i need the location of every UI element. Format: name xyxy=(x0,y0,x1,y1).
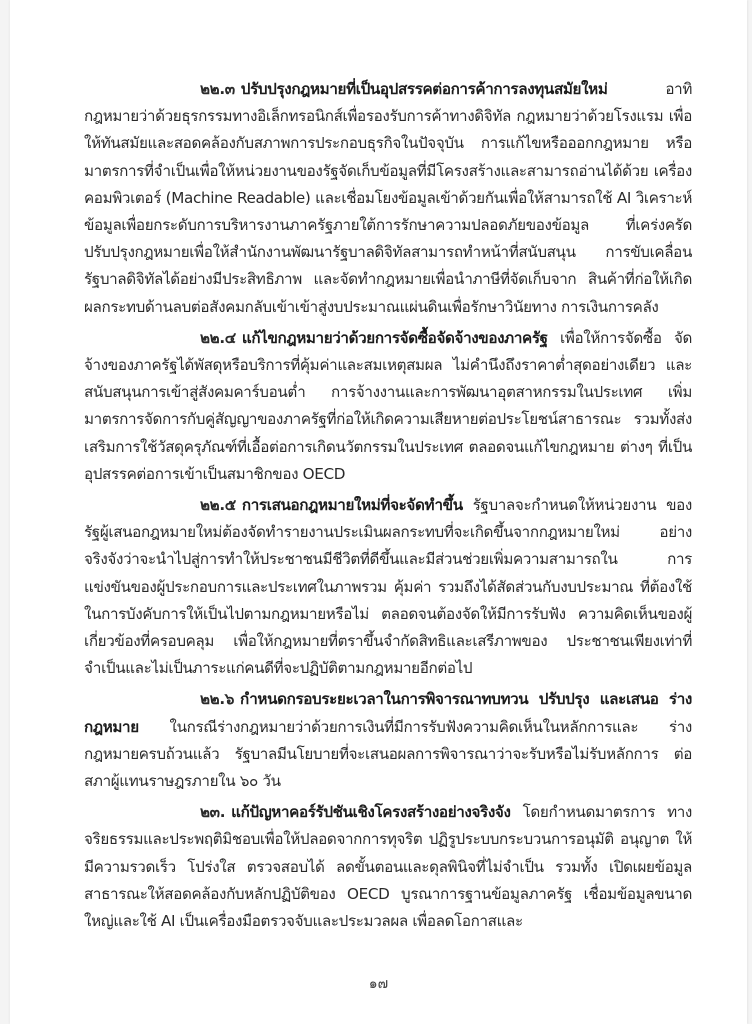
document-page xyxy=(10,0,747,1024)
section-body: อาทิ กฎหมายว่าด้วยธุรกรรมทางอิเล็กทรอนิกส์เพื่อรองรับการค้าทางดิจิทัล กฎหมายว่าด้วยโรงแรม เพื่อให้ทันสมัยและสอดคล้องกับสภาพการประกอบธุรกิจในปัจจุบัน การแก้ไขหรือออกกฎหมาย หรือมาตรการที่จำเป็นเพื่อให้หน่วยงานของรัฐจัดเก็บข้อมูลที่มีโครงสร้างและสามารถอ่านได้ด้วย เครื่องคอมพิวเตอร์ (Machine Readable) และเชื่อมโยงข้อมูลเข้าด้วยกันเพื่อให้สามารถใช้ AI วิเคราะห์ข้อมูลเพื่อยกระดับการบริหารงานภาครัฐภายใต้การรักษาความปลอดภัยของข้อมูล ที่เคร่งครัด ปรับปรุงกฎหมายเพื่อให้สำนักงานพัฒนารัฐบาลดิจิทัลสามารถทำหน้าที่สนับสนุน การขับเคลื่อนรัฐบาลดิจิทัลได้อย่างมีประสิทธิภาพ และจัดทำกฎหมายเพื่อนำภาษีที่จัดเก็บจาก สินค้าที่ก่อให้เกิดผลกระทบด้านลบต่อสังคมกลับเข้าเข้าสู่งบประมาณแผ่นดินเพื่อรักษาวินัยทาง การเงินการคลัง xyxy=(84,80,692,316)
document-body xyxy=(84,76,692,939)
paragraph-22-3 xyxy=(84,76,692,321)
section-body: โดยกำหนดมาตรการ ทางจริยธรรมและประพฤติมิชอบเพื่อให้ปลอดจากการทุจริต ปฏิรูประบบกระบวนการอนุมัติ อนุญาต ให้มีความรวดเร็ว โปร่งใส ตรวจสอบได้ ลดขั้นตอนและดุลพินิจที่ไม่จำเป็น รวมทั้ง เปิดเผยข้อมูลสาธารณะให้สอดคล้องกับหลักปฏิบัติของ OECD บูรณาการฐานข้อมูลภาครัฐ เชื่อมข้อมูลขนาดใหญ่และใช้ AI เป็นเครื่องมือตรวจจับและประมวลผล เพื่อลดโอกาสและ xyxy=(84,803,692,931)
section-heading: กำหนดกรอบระยะเวลาในการพิจารณาทบทวน ปรับปรุง และเสนอ ร่างกฎหมาย xyxy=(84,690,692,736)
section-number: ๒๒.๔ xyxy=(200,328,236,347)
section-number: ๒๒.๓ xyxy=(200,80,235,98)
section-heading: แก้ไขกฎหมายว่าด้วยการจัดซื้อจัดจ้างของภาครัฐ xyxy=(241,328,548,347)
paragraph-22-5 xyxy=(84,492,692,682)
paragraph-22-6 xyxy=(84,686,692,795)
section-heading: ปรับปรุงกฎหมายที่เป็นอุปสรรคต่อการค้าการลงทุนสมัยใหม่ xyxy=(240,80,608,98)
section-number: ๒๒.๖ xyxy=(200,690,235,709)
page-number: ๑๗ xyxy=(368,976,389,992)
section-number: ๒๓. xyxy=(200,803,226,822)
section-body: เพื่อให้การจัดซื้อ จัดจ้างของภาครัฐได้พัสดุหรือบริการที่คุ้มค่าและสมเหตุสมผล ไม่คำนึงถึงราคาต่ำสุดอย่างเดียว และสนับสนุนการเข้าสู่สังคมคาร์บอนต่ำ การจ้างงานและการพัฒนาอุตสาหกรรมในประเทศ เพิ่มมาตรการจัดการกับคู่สัญญาของภาครัฐที่ก่อให้เกิดความเสียหายต่อประโยชน์สาธารณะ รวมทั้งส่งเสริมการใช้วัสดุครุภัณฑ์ที่เอื้อต่อการเกิดนวัตกรรมในประเทศ ตลอดจนแก้ไขกฎหมาย ต่างๆ ที่เป็นอุปสรรคต่อการเข้าเป็นสมาชิกของ OECD xyxy=(84,328,692,483)
section-heading: การเสนอกฎหมายใหม่ที่จะจัดทำขึ้น xyxy=(241,496,463,515)
section-body: รัฐบาลจะกำหนดให้หน่วยงาน ของรัฐผู้เสนอกฎหมายใหม่ต้องจัดทำรายงานประเมินผลกระทบที่จะเกิดขึ้นจากกฎหมายใหม่ อย่างจริงจังว่าจะนำไปสู่การทำให้ประชาชนมีชีวิตที่ดีขึ้นและมีส่วนช่วยเพิ่มความสามารถใน การแข่งขันของผู้ประกอบการและประเทศในภาพรวม คุ้มค่า รวมถึงได้สัดส่วนกับงบประมาณ ที่ต้องใช้ในการบังคับการให้เป็นไปตามกฎหมายหรือไม่ ตลอดจนต้องจัดให้มีการรับฟัง ความคิดเห็นของผู้เกี่ยวข้องที่ครอบคลุม เพื่อให้กฎหมายที่ตราขึ้นจำกัดสิทธิและเสรีภาพของ ประชาชนเพียงเท่าที่จำเป็นและไม่เป็นภาระแก่คนดีที่จะปฏิบัติตามกฎหมายอีกต่อไป xyxy=(84,496,692,678)
section-body: ในกรณีร่างกฎหมายว่าด้วยการเงินที่มีการรับฟังความคิดเห็นในหลักการและ ร่างกฎหมายครบถ้วนแล้ว รัฐบาลมีนโยบายที่จะเสนอผลการพิจารณาว่าจะรับหรือไม่รับหลักการ ต่อสภาผู้แทนราษฎรภายใน ๖๐ วัน xyxy=(84,717,692,791)
section-number: ๒๒.๕ xyxy=(200,496,236,515)
paragraph-22-4 xyxy=(84,325,692,488)
section-heading: แก้ปัญหาคอร์รัปชันเชิงโครงสร้างอย่างจริงจัง xyxy=(231,803,511,822)
paragraph-23 xyxy=(84,799,692,935)
